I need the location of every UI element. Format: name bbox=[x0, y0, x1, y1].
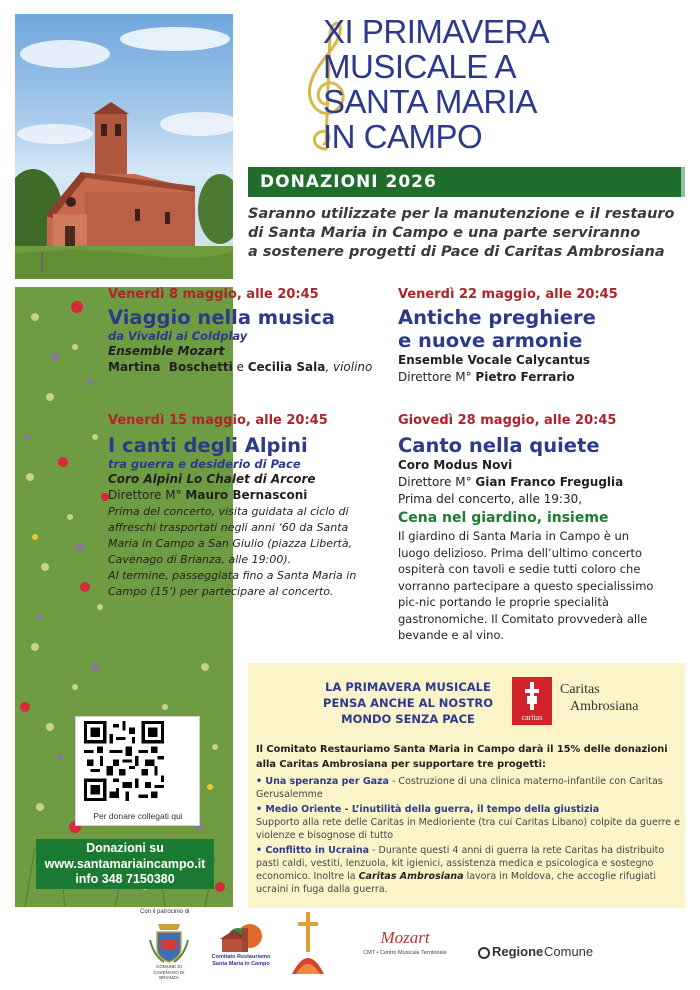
director-name: Gian Franco Freguglia bbox=[475, 475, 624, 489]
concert-subtitle: da Vivaldi ai Coldplay bbox=[108, 329, 248, 343]
director-label: Direttore M° bbox=[108, 488, 186, 502]
concert-date: Venerdì 8 maggio, alle 20:45 bbox=[108, 287, 319, 302]
concert-ensemble: Coro Modus Novi bbox=[398, 458, 513, 472]
concert-ensemble: Coro Alpini Lo Chalet di Arcore bbox=[108, 472, 316, 486]
concert-subtitle: tra guerra e desiderio di Pace bbox=[108, 457, 301, 471]
regione-logo-icon bbox=[478, 947, 490, 959]
concert-1 bbox=[108, 286, 388, 376]
note-line: Campo (15’) per partecipare al concerto. bbox=[108, 585, 334, 598]
pre-concert-note: Prima del concerto, alle 19:30, bbox=[398, 492, 583, 506]
cmt-logo-word: Mozart bbox=[380, 928, 430, 947]
caritas-name bbox=[560, 681, 680, 715]
comune-caption-line: COMUNE DI bbox=[156, 964, 182, 969]
note-line: Cavenago di Brianza, alle 19:00). bbox=[108, 553, 292, 566]
event-title-line: XI PRIMAVERA bbox=[323, 13, 550, 50]
dinner-line: gastronomiche. Il Comitato provvederà alle bbox=[398, 611, 648, 626]
concert-title bbox=[398, 306, 688, 352]
concert-title: Viaggio nella musica bbox=[108, 306, 336, 329]
concert-director bbox=[398, 369, 688, 386]
director-label: Direttore M° bbox=[398, 370, 476, 384]
dinner-line: luogo delizioso. Prima dell’ultimo concerto bbox=[398, 545, 643, 560]
note-line: Prima del concerto, visita guidata al ciclo di bbox=[108, 505, 349, 518]
dinner-line: vorranno partecipare a questo specialissimo bbox=[398, 578, 654, 593]
concert-director bbox=[108, 487, 388, 504]
note-line: Maria in Campo a San Giulio (piazza Libertà, bbox=[108, 537, 353, 550]
donate-line-1: Donazioni su bbox=[86, 841, 164, 855]
caritas-intro: Il Comitato Restauriamo Santa Maria in Campo darà il 15% delle donazioni alla Caritas Ambrosiana per supportare tre progetti: bbox=[256, 744, 668, 770]
director-name: Mauro Bernasconi bbox=[185, 488, 308, 502]
diocese-logo bbox=[290, 912, 326, 978]
note-line: affreschi trasportati negli anni ‘60 da Santa bbox=[108, 521, 349, 534]
event-title-line: IN CAMPO bbox=[323, 118, 483, 155]
caritas-panel bbox=[248, 663, 685, 908]
subtitle-line: a sostenere progetti di Pace di Caritas Ambrosiana bbox=[248, 244, 665, 260]
comitato-caption-line: Santa Maria in Campo bbox=[212, 961, 270, 967]
event-title bbox=[323, 14, 693, 154]
concert-title: Canto nella quiete bbox=[398, 434, 600, 457]
caritas-logo bbox=[512, 677, 552, 725]
comitato-logo bbox=[208, 924, 274, 976]
concert-performers bbox=[108, 359, 388, 376]
regione-word: Regione bbox=[492, 944, 544, 959]
caritas-logo-word: caritas bbox=[521, 713, 543, 722]
concert-4 bbox=[398, 412, 688, 644]
patronage-label: Con il patrocinio di bbox=[140, 909, 190, 915]
cmt-logo bbox=[350, 928, 460, 968]
project-item bbox=[256, 775, 681, 801]
director-label: Direttore M° bbox=[398, 475, 476, 489]
performer-name: Cecilia Sala bbox=[247, 360, 326, 374]
cmt-caption: CMT • Centro Musicale Territoriale bbox=[363, 950, 447, 956]
comune-caption-line: CAVENAGO DI BRIANZA bbox=[153, 969, 185, 980]
dinner-title: Cena nel giardino, insieme bbox=[398, 510, 609, 526]
church-logo-icon bbox=[208, 924, 274, 954]
diocese-cross-icon bbox=[290, 912, 326, 978]
church-photo bbox=[15, 14, 233, 279]
performer-join: e bbox=[232, 360, 248, 374]
project-text: Supporto alla rete delle Caritas in Medioriente (tra cui Caritas Libano) colpite da guerre e violenze e bisognose di tutto bbox=[256, 817, 680, 841]
dinner-line: ospiterà con tavoli e sedie tutti coloro che bbox=[398, 562, 641, 576]
caritas-heading-line: MONDO SENZA PACE bbox=[341, 712, 475, 726]
project-text: - Durante questi 4 anni di guerra la rete Caritas ha distribuito pasti caldi, vestiti, lenzuola, kit igienici, assistenza medica e psicologica e sostegno economico. Inoltre la bbox=[256, 845, 665, 882]
comune-word: Comune bbox=[544, 944, 594, 959]
project-title: • Conflitto in Ucraina bbox=[256, 845, 370, 856]
concert-date: Venerdì 15 maggio, alle 20:45 bbox=[108, 413, 328, 428]
project-title: • Una speranza per Gaza bbox=[256, 776, 389, 787]
concert-title: I canti degli Alpini bbox=[108, 434, 308, 457]
donations-banner: DONAZIONI 2026 bbox=[248, 167, 685, 197]
donate-box bbox=[36, 839, 214, 889]
qr-code-icon[interactable] bbox=[84, 721, 164, 801]
donations-subtitle bbox=[248, 205, 693, 262]
concert-ensemble: Ensemble Vocale Calycantus bbox=[398, 353, 591, 367]
concert-2 bbox=[398, 286, 688, 386]
regione-comune-logo bbox=[478, 944, 594, 966]
caritas-heading-line: PENSA ANCHE AL NOSTRO bbox=[323, 696, 493, 710]
project-text: - Costruzione di una clinica materno-infantile con Caritas Gerusalemme bbox=[256, 776, 663, 800]
project-item bbox=[256, 844, 681, 896]
dinner-line: pic-nic portando le proprie specialità bbox=[398, 595, 609, 609]
concert-ensemble: Ensemble Mozart bbox=[108, 344, 225, 358]
caritas-heading bbox=[308, 679, 508, 727]
director-name: Pietro Ferrario bbox=[475, 370, 575, 384]
caritas-name-line: Ambrosiana bbox=[570, 699, 639, 714]
concert-date: Venerdì 22 maggio, alle 20:45 bbox=[398, 287, 618, 302]
dinner-line: Il giardino di Santa Maria in Campo è un bbox=[398, 529, 630, 543]
qr-panel bbox=[75, 716, 200, 826]
caritas-name-line: Caritas bbox=[560, 682, 600, 697]
concert-note bbox=[108, 504, 388, 600]
project-item bbox=[256, 803, 681, 842]
dinner-text bbox=[398, 528, 688, 644]
donate-phone: info 348 7150380 bbox=[75, 872, 175, 886]
concert-title-line: e nuove armonie bbox=[398, 329, 583, 352]
event-title-line: MUSICALE A bbox=[323, 48, 517, 85]
subtitle-line: Saranno utilizzate per la manutenzione e il restauro bbox=[248, 206, 675, 222]
project-list bbox=[256, 775, 681, 898]
project-emphasis: Caritas Ambrosiana bbox=[358, 871, 464, 882]
dinner-line: bevande e al vino. bbox=[398, 628, 504, 642]
performer-name: Martina Boschetti bbox=[108, 360, 233, 374]
project-text: lavora in Moldova, che accoglie rifugiati ucraini in fuga dalla guerra. bbox=[256, 871, 657, 895]
event-title-line: SANTA MARIA bbox=[323, 83, 537, 120]
concert-title-line: Antiche preghiere bbox=[398, 306, 596, 329]
performer-instrument: , violino bbox=[325, 360, 373, 374]
caritas-heading-line: LA PRIMAVERA MUSICALE bbox=[325, 680, 491, 694]
comitato-caption-line: Comitato Restauriamo bbox=[211, 954, 271, 960]
qr-caption: Per donare collegati qui bbox=[93, 811, 183, 821]
town-crest-icon bbox=[144, 920, 194, 964]
project-title: • Medio Oriente - L’inutilità della guerra, il tempo della giustizia bbox=[256, 804, 600, 815]
subtitle-line: di Santa Maria in Campo e una parte serviranno bbox=[248, 225, 641, 241]
donate-website-link[interactable]: www.santamariaincampo.it bbox=[44, 856, 206, 871]
comune-logo bbox=[144, 920, 194, 980]
caritas-cross-icon bbox=[525, 682, 539, 710]
concert-director bbox=[398, 474, 688, 491]
note-line: Al termine, passeggiata fino a Santa Maria in bbox=[108, 569, 357, 582]
concert-3 bbox=[108, 412, 388, 600]
concert-date: Giovedì 28 maggio, alle 20:45 bbox=[398, 413, 617, 428]
